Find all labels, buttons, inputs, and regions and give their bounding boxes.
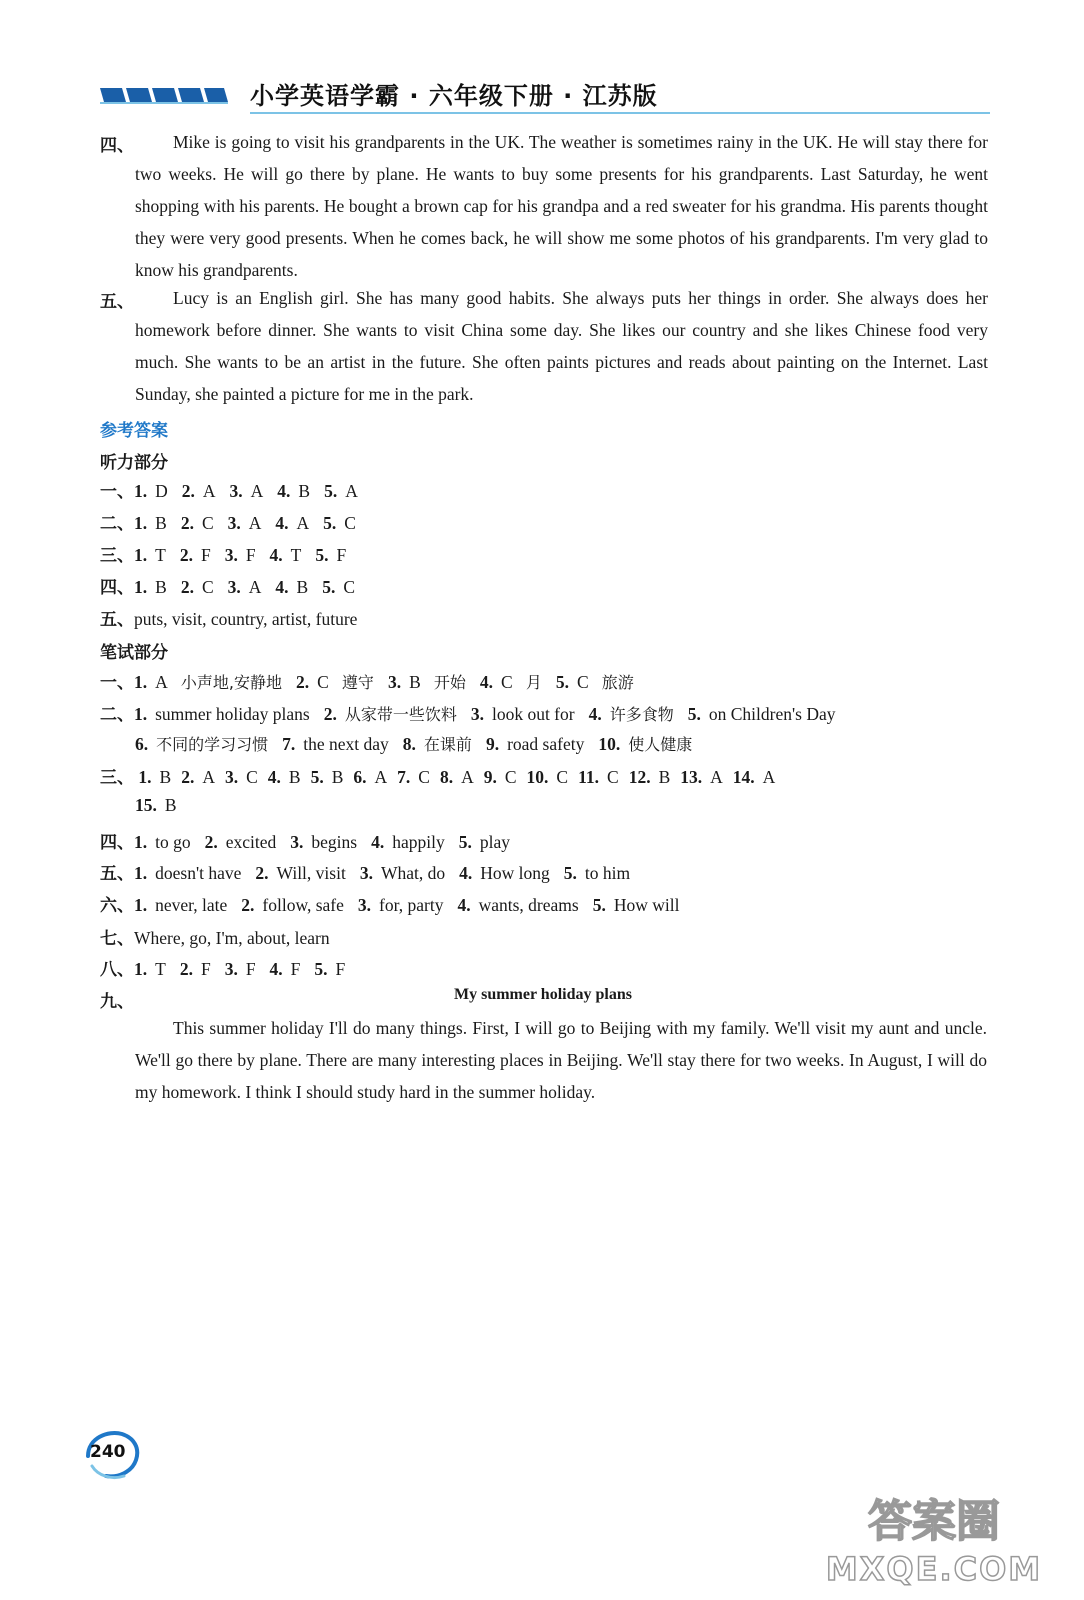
- row-number: 一、: [100, 673, 134, 693]
- question-number: 2.: [323, 704, 337, 724]
- question-number: 10.: [598, 734, 621, 754]
- answer: B: [409, 672, 421, 692]
- answer: A: [461, 767, 474, 787]
- written-row-2a: [100, 700, 1000, 732]
- question-number: 4.: [275, 577, 289, 597]
- answer: How will: [613, 895, 680, 915]
- answer: A: [374, 767, 388, 787]
- passage-4: [100, 126, 988, 286]
- row-number: 四、: [100, 833, 134, 853]
- answer: T: [290, 545, 302, 565]
- answer: look out for: [491, 704, 575, 724]
- question-number: 1.: [134, 513, 148, 533]
- answer: 不同的学习习惯: [156, 735, 269, 754]
- question-number: 2.: [241, 895, 255, 915]
- question-number: 13.: [680, 767, 703, 787]
- question-number: 2.: [179, 959, 193, 979]
- row-number: 三、: [100, 546, 134, 566]
- answer: F: [336, 545, 347, 565]
- question-number: 3.: [224, 767, 239, 787]
- question-number: 1.: [134, 577, 148, 597]
- answer: A: [296, 513, 310, 533]
- answer: B: [296, 577, 309, 597]
- question-number: 4.: [277, 481, 291, 501]
- answer-cell: [138, 767, 171, 787]
- question-number: 2.: [181, 767, 195, 787]
- page-header: [100, 70, 990, 118]
- question-number: 2.: [179, 545, 193, 565]
- question-number: 12.: [628, 767, 651, 787]
- answer: B: [288, 767, 301, 787]
- header-title: 小学英语学霸 · 六年级下册 · 江苏版: [250, 82, 658, 110]
- answer: D: [155, 481, 168, 501]
- answer: What, do: [380, 863, 446, 883]
- answer: 在课前: [423, 735, 472, 754]
- question-number: 5.: [555, 672, 569, 692]
- passage-number: 五、: [100, 292, 134, 312]
- answer: C: [501, 672, 513, 692]
- question-number: 4.: [479, 672, 494, 692]
- answer-cell: [629, 767, 671, 787]
- question-number: 6.: [135, 734, 149, 754]
- question-number: 2.: [180, 513, 194, 533]
- answer: 许多食物: [609, 705, 674, 724]
- question-number: 7.: [397, 767, 411, 787]
- answer: wants, dreams: [478, 895, 579, 915]
- question-number: 1.: [134, 672, 148, 692]
- row-number: 五、: [100, 864, 134, 884]
- question-number: 3.: [290, 832, 304, 852]
- answer-cell: [225, 767, 258, 787]
- written-row-5: [100, 859, 1000, 891]
- row-number: 九、: [100, 992, 134, 1012]
- watermark-subtitle: MXQE.COM: [825, 1550, 1043, 1588]
- written-heading: 笔试部分: [100, 643, 168, 663]
- question-number: 1.: [134, 832, 148, 852]
- question-number: 4.: [459, 863, 473, 883]
- question-number: 5.: [687, 704, 701, 724]
- question-number: 3.: [224, 959, 238, 979]
- listening-row-4: [100, 573, 1000, 605]
- answer: B: [164, 795, 177, 815]
- answer: B: [155, 513, 167, 533]
- listening-row-2: [100, 509, 1000, 541]
- answer-cell: [181, 767, 215, 787]
- answer-cell: [353, 767, 387, 787]
- answer: B: [658, 767, 671, 787]
- question-number: 1.: [134, 863, 148, 883]
- answer: C: [504, 767, 517, 787]
- answer: road safety: [507, 734, 585, 754]
- question-number: 14.: [732, 767, 755, 787]
- answer-chinese: 月: [525, 673, 542, 692]
- answer: F: [335, 959, 346, 979]
- answer: A: [710, 767, 723, 787]
- answer: to him: [584, 863, 631, 883]
- question-number: 5.: [310, 767, 324, 787]
- question-number: 1.: [138, 767, 152, 787]
- answer-cell: [397, 767, 430, 787]
- written-row-3a: [100, 763, 1000, 795]
- page-number: [82, 1426, 144, 1482]
- question-number: 4.: [275, 513, 289, 533]
- answer: F: [245, 959, 256, 979]
- answer: for, party: [379, 895, 444, 915]
- row-number: 三、: [100, 768, 134, 788]
- question-number: 5.: [324, 481, 338, 501]
- watermark-title: 答案圈: [868, 1496, 1000, 1547]
- answer: C: [201, 577, 214, 597]
- header-divider: [250, 112, 990, 114]
- answer: to go: [155, 832, 191, 852]
- question-number: 4.: [269, 545, 283, 565]
- answer: B: [159, 767, 172, 787]
- row-number: 五、: [100, 610, 134, 630]
- answer: B: [331, 767, 344, 787]
- question-number: 2.: [181, 481, 195, 501]
- header-decoration-icon: [100, 86, 228, 104]
- answer: C: [576, 672, 589, 692]
- listening-row-1: [100, 477, 1000, 509]
- question-number: 9.: [483, 767, 497, 787]
- answer-chinese: 小声地,安静地: [180, 673, 282, 692]
- question-number: 2.: [255, 863, 269, 883]
- answer: 使人健康: [628, 735, 693, 754]
- written-row-6: [100, 891, 1000, 923]
- row-number: 一、: [100, 482, 134, 502]
- answer: puts, visit, country, artist, future: [134, 609, 358, 629]
- written-row-4: [100, 828, 1000, 860]
- question-number: 4.: [371, 832, 385, 852]
- passage-number: 四、: [100, 136, 134, 156]
- answer: F: [200, 545, 211, 565]
- passage-text: Mike is going to visit his grandparents in the UK. The weather is sometimes rainy in the UK. He will stay there for two weeks. He will go there by plane. He wants to buy some presents for his grandparents. Last Saturday, he went shopping with his parents. He bought a brown cap for his grandpa and a red sweater for his grandma. His parents thought they were very good presents. When he comes back, he will show me some photos of his grandparents. I'm very glad to know his grandparents.: [135, 132, 988, 280]
- answer: C: [246, 767, 258, 787]
- answer: C: [317, 672, 329, 692]
- answer: A: [345, 481, 358, 501]
- answer: happily: [392, 832, 445, 852]
- question-number: 3.: [227, 577, 241, 597]
- answer: T: [155, 545, 166, 565]
- watermark-logo-icon: [818, 1488, 1050, 1588]
- answer: How long: [480, 863, 550, 883]
- answer: begins: [311, 832, 358, 852]
- answer: A: [762, 767, 776, 787]
- question-number: 5.: [322, 577, 336, 597]
- answer: Will, visit: [276, 863, 346, 883]
- answer: A: [155, 672, 168, 692]
- answer: A: [248, 577, 262, 597]
- answer: F: [245, 545, 256, 565]
- answer: excited: [225, 832, 277, 852]
- answer: never, late: [155, 895, 228, 915]
- answer: T: [155, 959, 166, 979]
- row-number: 四、: [100, 578, 134, 598]
- question-number: 6.: [353, 767, 367, 787]
- listening-heading: 听力部分: [100, 453, 168, 473]
- question-number: 4.: [267, 767, 281, 787]
- answer-chinese: 旅游: [601, 673, 634, 692]
- answer: A: [248, 513, 262, 533]
- answer: F: [200, 959, 211, 979]
- answer-chinese: 开始: [433, 673, 466, 692]
- passage-text: Lucy is an English girl. She has many good habits. She always puts her things in order. She always does her homework before dinner. She wants to visit China some day. She likes our country and she likes Chinese food very much. She wants to be an artist in the future. She often paints pictures and reads about painting on the Internet. Last Sunday, she painted a picture for me in the park.: [135, 288, 988, 404]
- question-number: 10.: [526, 767, 549, 787]
- row-number: 二、: [100, 705, 134, 725]
- question-number: 1.: [134, 704, 148, 724]
- question-number: 5.: [563, 863, 577, 883]
- listening-row-3: [100, 541, 1000, 573]
- answer: summer holiday plans: [155, 704, 310, 724]
- question-number: 2.: [204, 832, 218, 852]
- row-number: 二、: [100, 514, 134, 534]
- answer: C: [344, 513, 356, 533]
- question-number: 1.: [134, 959, 148, 979]
- row-number: 七、: [100, 929, 134, 949]
- question-number: 5.: [315, 545, 329, 565]
- answer-cell: [680, 767, 723, 787]
- question-number: 3.: [387, 672, 402, 692]
- answer: A: [250, 481, 264, 501]
- answer: A: [202, 481, 216, 501]
- answer: the next day: [303, 734, 389, 754]
- question-number: 3.: [359, 863, 373, 883]
- answer-cell: [484, 767, 517, 787]
- question-number: 2.: [180, 577, 194, 597]
- question-number: 8.: [402, 734, 416, 754]
- question-number: 2.: [295, 672, 310, 692]
- answer: play: [479, 832, 510, 852]
- written-row-8: [100, 955, 1000, 987]
- question-number: 4.: [588, 704, 602, 724]
- answer-cell: [268, 767, 301, 787]
- answer-cell: [527, 767, 569, 787]
- question-number: 1.: [134, 895, 148, 915]
- question-number: 9.: [485, 734, 500, 754]
- question-number: 3.: [224, 545, 238, 565]
- answer-cell: [440, 767, 474, 787]
- answer: 从家带一些饮料: [344, 705, 457, 724]
- answer: C: [343, 577, 356, 597]
- question-number: 3.: [470, 704, 484, 724]
- question-number: 4.: [457, 895, 471, 915]
- row-number: 六、: [100, 896, 134, 916]
- answer: A: [202, 767, 215, 787]
- answer: C: [418, 767, 430, 787]
- written-row-7: [100, 924, 1000, 956]
- passage-5: [100, 282, 988, 410]
- answers-heading: 参考答案: [100, 421, 168, 441]
- answer: C: [201, 513, 214, 533]
- answer-cell: [311, 767, 344, 787]
- answer-cell: [733, 767, 776, 787]
- question-number: 8.: [439, 767, 454, 787]
- answer: on Children's Day: [708, 704, 836, 724]
- answer: C: [607, 767, 619, 787]
- answer-cell: [578, 767, 619, 787]
- question-number: 3.: [227, 513, 241, 533]
- question-number: 5.: [458, 832, 472, 852]
- answer: Where, go, I'm, about, learn: [134, 928, 330, 948]
- question-number: 15.: [135, 795, 157, 815]
- question-number: 5.: [592, 895, 606, 915]
- written-row-1: [100, 668, 1000, 700]
- answer: B: [298, 481, 311, 501]
- question-number: 4.: [269, 959, 283, 979]
- question-number: 3.: [357, 895, 372, 915]
- row-number: 八、: [100, 960, 134, 980]
- question-number: 5.: [314, 959, 328, 979]
- question-number: 5.: [323, 513, 337, 533]
- answer: C: [556, 767, 569, 787]
- written-row-3b: [135, 795, 1035, 827]
- essay-title: My summer holiday plans: [454, 986, 632, 1003]
- question-number: 11.: [578, 767, 600, 787]
- page-number-label: 240: [90, 1442, 126, 1462]
- question-number: 7.: [282, 734, 296, 754]
- answer: doesn't have: [155, 863, 242, 883]
- answer: follow, safe: [262, 895, 344, 915]
- essay-text: This summer holiday I'll do many things. First, I will go to Beijing with my family. We'll visit my aunt and uncle. We'll go there by plane. There are many interesting places in Beijing. We'll stay there for two weeks. In August, I will do my homework. I think I should study hard in the summer holiday.: [135, 1018, 987, 1102]
- listening-row-5: [100, 605, 1000, 637]
- written-row-2b: [135, 732, 1035, 764]
- question-number: 1.: [134, 481, 148, 501]
- question-number: 1.: [134, 545, 148, 565]
- answer: F: [290, 959, 301, 979]
- answer: B: [155, 577, 167, 597]
- answer-chinese: 遵守: [341, 673, 374, 692]
- question-number: 3.: [229, 481, 243, 501]
